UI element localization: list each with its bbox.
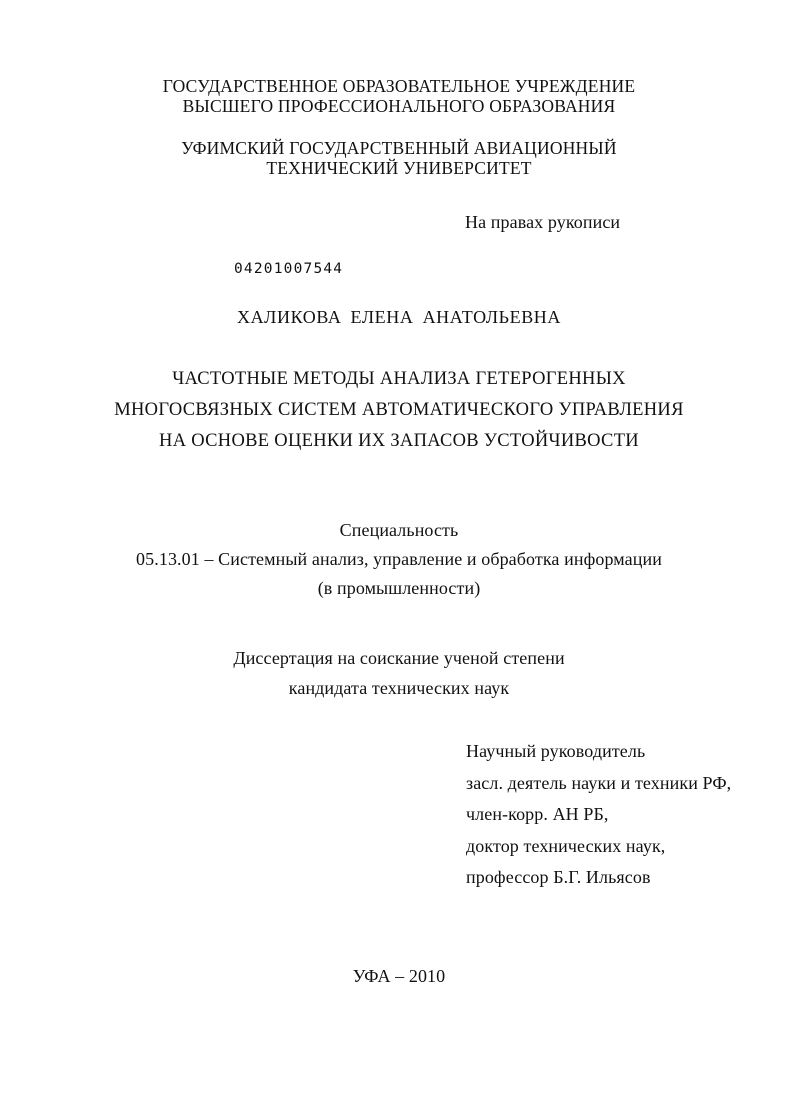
catalog-number: 04201007544 (234, 261, 344, 277)
specialty-note: (в промышленности) (317, 578, 481, 598)
supervisor-membership: член-корр. АН РБ, (466, 804, 609, 824)
thesis-title-line-3: НА ОСНОВЕ ОЦЕНКИ ИХ ЗАПАСОВ УСТОЙЧИВОСТИ (159, 431, 639, 451)
specialty-code: 05.13.01 – Системный анализ, управление и обработка информации (136, 549, 662, 569)
thesis-title-line-2: МНОГОСВЯЗНЫХ СИСТЕМ АВТОМАТИЧЕСКОГО УПРАВЛЕНИЯ (114, 400, 684, 420)
author-name: ХАЛИКОВА ЕЛЕНА АНАТОЛЬЕВНА (236, 307, 561, 327)
institution-line-1: ГОСУДАРСТВЕННОЕ ОБРАЗОВАТЕЛЬНОЕ УЧРЕЖДЕНИЕ (162, 76, 636, 96)
dissertation-line-2: кандидата технических наук (288, 678, 510, 698)
manuscript-note: На правах рукописи (465, 212, 621, 232)
university-line-2: ТЕХНИЧЕСКИЙ УНИВЕРСИТЕТ (266, 158, 532, 178)
dissertation-line-1: Диссертация на соискание ученой степени (233, 648, 565, 668)
institution-line-2: ВЫСШЕГО ПРОФЕССИОНАЛЬНОГО ОБРАЗОВАНИЯ (182, 96, 616, 116)
specialty-label: Специальность (339, 520, 459, 540)
supervisor-name: профессор Б.Г. Ильясов (466, 867, 651, 887)
supervisor-degree: доктор технических наук, (466, 836, 666, 856)
supervisor-heading: Научный руководитель (466, 741, 646, 761)
thesis-title-line-1: ЧАСТОТНЫЕ МЕТОДЫ АНАЛИЗА ГЕТЕРОГЕННЫХ (172, 369, 626, 389)
supervisor-title: засл. деятель науки и техники РФ, (466, 773, 732, 793)
university-line-1: УФИМСКИЙ ГОСУДАРСТВЕННЫЙ АВИАЦИОННЫЙ (181, 138, 617, 158)
city-year: УФА – 2010 (352, 966, 446, 986)
